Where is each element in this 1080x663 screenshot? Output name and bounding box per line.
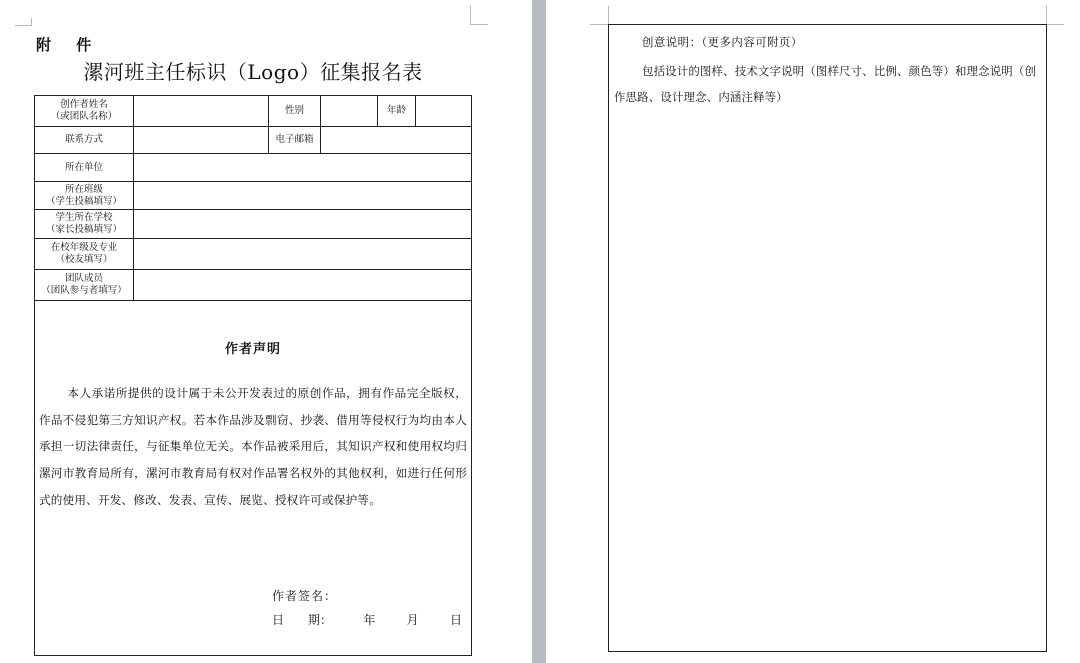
creative-description-text: 包括设计的图样、技术文字说明（图样尺寸、比例、颜色等）和理念说明（创作思路、设计理念、内涵注释等） bbox=[614, 64, 1037, 104]
class-field[interactable] bbox=[134, 182, 471, 209]
creative-description-heading: 创意说明：（更多内容可附页） bbox=[642, 35, 803, 49]
school-field[interactable] bbox=[134, 210, 471, 238]
creative-description-instructions bbox=[614, 58, 1042, 110]
creative-description-box bbox=[608, 24, 1047, 652]
class-label-sub: （学生投稿填写） bbox=[45, 195, 122, 207]
contact-label: 联系方式 bbox=[35, 127, 134, 153]
table-row-school bbox=[35, 210, 471, 239]
grade-label-sub: （校友填写） bbox=[55, 254, 113, 265]
grade-label-cell bbox=[35, 239, 134, 269]
date-label: 日 期： bbox=[272, 613, 333, 627]
table-row-name bbox=[35, 96, 471, 127]
name-label: 创作者姓名 bbox=[60, 99, 108, 110]
declaration-heading: 作者声明 bbox=[224, 342, 281, 357]
team-label: 团队成员 bbox=[64, 273, 103, 284]
crop-mark-top-right-h bbox=[470, 24, 488, 25]
name-label-cell bbox=[35, 96, 134, 126]
crop-mark-page2-top-right-h bbox=[1046, 24, 1064, 25]
table-row-contact bbox=[35, 127, 471, 154]
email-field[interactable] bbox=[321, 127, 471, 153]
annex-label: 附 件 bbox=[36, 36, 102, 54]
school-label-cell bbox=[35, 210, 134, 238]
unit-field[interactable] bbox=[134, 154, 471, 181]
gender-field[interactable] bbox=[321, 96, 378, 126]
crop-mark-page2-top-right bbox=[1046, 6, 1047, 24]
declaration-body bbox=[39, 380, 467, 514]
grade-field[interactable] bbox=[134, 239, 471, 269]
contact-field[interactable] bbox=[134, 127, 269, 153]
date-year: 年 bbox=[363, 613, 376, 627]
declaration-text: 本人承诺所提供的设计属于未公开发表过的原创作品，拥有作品完全版权，作品不侵犯第三方知识产权。若本作品涉及剽窃、抄袭、借用等侵权行为均由本人承担一切法律责任，与征集单位无关。本作品被采用后，其知识产权和使用权均归漯河市教育局所有，漯河市教育局有权对作品署名权外的其他权利，如进行任何形式的使用、开发、修改、发表、宣传、展览、授权许可或保护等。 bbox=[39, 386, 467, 507]
crop-mark-top-left bbox=[15, 18, 32, 26]
grade-label: 在校年级及专业 bbox=[50, 242, 118, 253]
date-month: 月 bbox=[406, 613, 419, 627]
table-row-unit bbox=[35, 154, 471, 182]
registration-form-table bbox=[34, 95, 472, 656]
class-label: 所在班级 bbox=[64, 183, 103, 195]
date-row bbox=[272, 611, 462, 628]
form-title: 漯河班主任标识（Logo）征集报名表 bbox=[83, 60, 423, 84]
page-gutter bbox=[532, 0, 546, 663]
unit-label: 所在单位 bbox=[35, 154, 134, 181]
email-label: 电子邮箱 bbox=[269, 127, 321, 153]
age-field[interactable] bbox=[416, 96, 471, 126]
school-label: 学生所在学校 bbox=[55, 212, 113, 223]
date-day: 日 bbox=[449, 613, 462, 627]
table-row-class bbox=[35, 182, 471, 210]
crop-mark-top-right bbox=[470, 6, 471, 24]
age-label: 年龄 bbox=[378, 96, 416, 126]
signature-label: 作者签名： bbox=[272, 589, 338, 603]
class-label-cell bbox=[35, 182, 134, 209]
table-row-grade bbox=[35, 239, 471, 270]
crop-mark-page2-top-left bbox=[608, 6, 609, 24]
team-label-cell bbox=[35, 270, 134, 300]
team-field[interactable] bbox=[134, 270, 471, 300]
team-label-sub: （团队参与者填写） bbox=[41, 285, 127, 296]
table-row-team bbox=[35, 270, 471, 301]
declaration-section bbox=[35, 301, 471, 655]
name-field[interactable] bbox=[134, 96, 269, 126]
gender-label: 性别 bbox=[269, 96, 321, 126]
school-label-sub: （家长投稿填写） bbox=[45, 224, 122, 235]
crop-mark-page2-top-left-h bbox=[590, 24, 608, 25]
name-label-sub: （或团队名称） bbox=[50, 111, 118, 122]
